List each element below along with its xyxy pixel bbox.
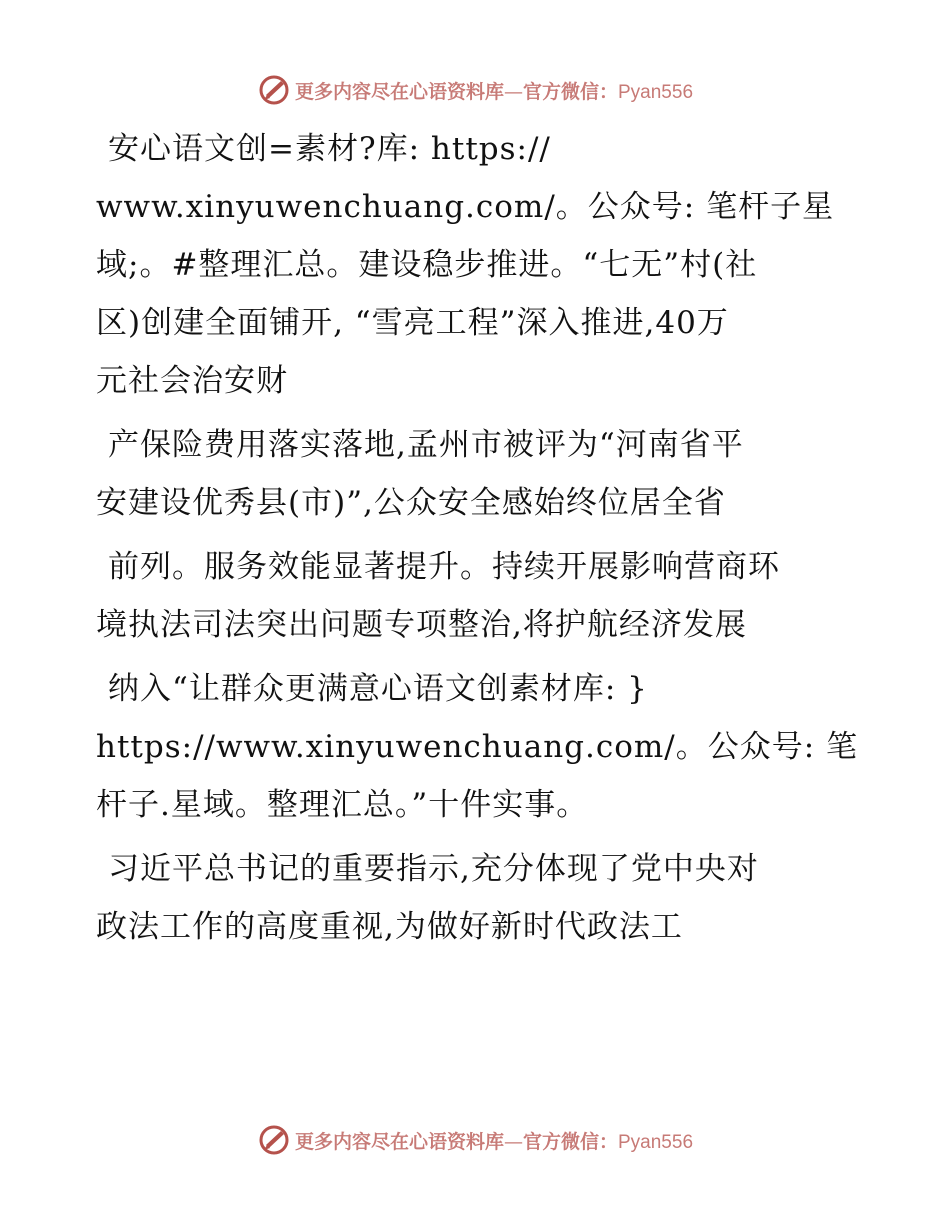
- text-line: https://www.xinyuwenchuang.com/。公众号: 笔: [96, 729, 859, 765]
- brush-logo-icon: [257, 73, 291, 107]
- paragraph-1: [96, 120, 876, 410]
- text-line: 产保险费用落实落地,孟州市被评为“河南省平: [108, 427, 744, 463]
- paragraph-3: [96, 538, 876, 654]
- text-line: 域;。#整理汇总。建设稳步推进。“七无”村(社: [96, 247, 758, 283]
- text-line: 纳入“让群众更满意心语文创素材库: }: [108, 671, 648, 707]
- header-watermark: [0, 70, 950, 110]
- text-line: 安心语文创=素材?库: https://: [108, 131, 551, 167]
- text-line: 杆子.星域。整理汇总。”十件实事。: [96, 787, 589, 823]
- text-line: www.xinyuwenchuang.com/。公众号: 笔杆子星: [96, 189, 835, 225]
- text-line: 前列。服务效能显著提升。持续开展影响营商环: [108, 549, 780, 585]
- text-line: 安建设优秀县(市)”,公众安全感始终位居全省: [96, 485, 726, 521]
- footer-watermark: [0, 1120, 950, 1160]
- text-line: 区)创建全面铺开, “雪亮工程”深入推进,40万: [96, 305, 729, 341]
- watermark-text: 更多内容尽在心语资料库—官方微信：Pyan556: [294, 1130, 694, 1153]
- text-line: 境执法司法突出问题专项整治,将护航经济发展: [96, 607, 747, 643]
- text-line: 政法工作的高度重视,为做好新时代政法工: [96, 909, 683, 945]
- paragraph-2: [96, 416, 876, 532]
- paragraph-4: [96, 660, 876, 834]
- text-line: 元社会治安财: [96, 363, 288, 399]
- paragraph-5: [96, 840, 876, 956]
- brush-logo-icon: [257, 1123, 291, 1157]
- text-line: 习近平总书记的重要指示,充分体现了党中央对: [108, 851, 759, 887]
- document-body: [96, 120, 876, 962]
- watermark-text: 更多内容尽在心语资料库—官方微信：Pyan556: [294, 80, 694, 103]
